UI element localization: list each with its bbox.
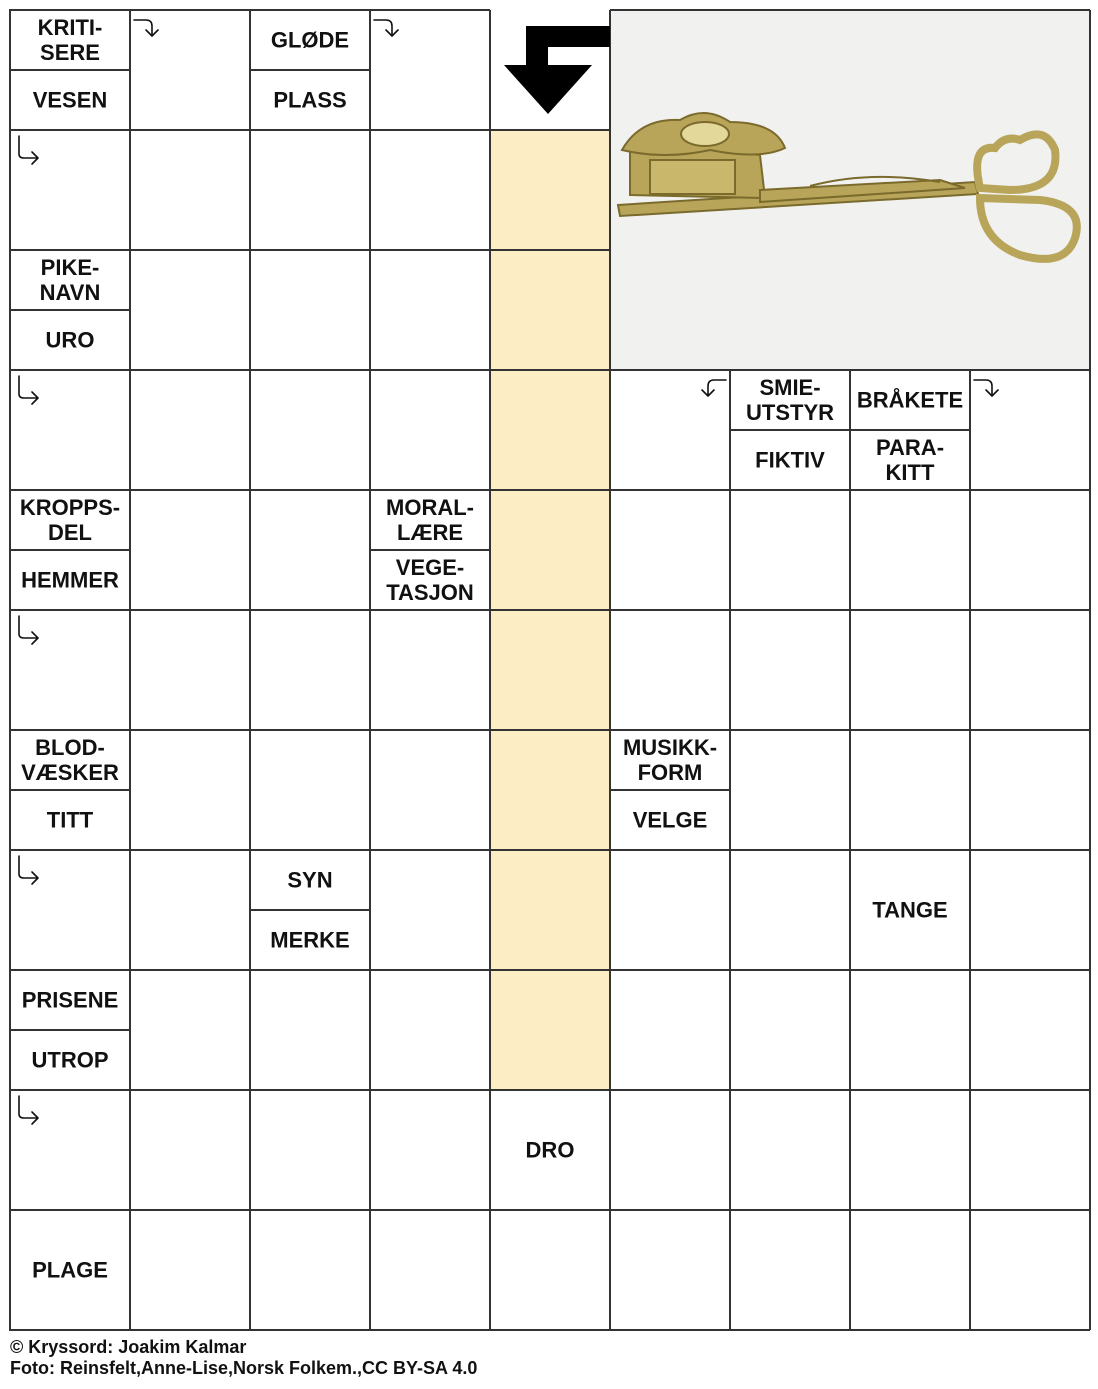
clue-text: DEL [48, 520, 92, 545]
clue-text: MUSIKK- [622, 735, 718, 760]
clue-text: MERKE [270, 927, 350, 953]
answer-cell[interactable] [250, 250, 370, 370]
answer-cell[interactable] [730, 490, 850, 610]
clue-parakitt [850, 430, 970, 490]
answer-cell[interactable] [370, 730, 490, 850]
answer-cell[interactable] [610, 490, 730, 610]
credit-photo: Foto: Reinsfelt,Anne-Lise,Norsk Folkem.,CC BY-SA 4.0 [10, 1358, 478, 1378]
clue-text: BLOD- [35, 735, 105, 760]
answer-cell[interactable] [130, 10, 250, 130]
answer-cell[interactable] [970, 850, 1090, 970]
answer-cell[interactable] [850, 610, 970, 730]
answer-cell[interactable] [970, 1210, 1090, 1330]
answer-cell[interactable] [370, 850, 490, 970]
clue-text: PRISENE [21, 987, 119, 1013]
answer-cell[interactable] [730, 970, 850, 1090]
answer-cell[interactable] [10, 850, 130, 970]
clue-text: VESEN [32, 87, 108, 113]
solution-cell[interactable] [490, 610, 610, 730]
answer-cell[interactable] [250, 1210, 370, 1330]
clue-text: UTROP [31, 1047, 109, 1073]
solution-cell[interactable] [490, 250, 610, 370]
clue-text: PLAGE [32, 1257, 108, 1283]
clue-text: TANGE [872, 897, 948, 923]
clue-dro [490, 1090, 610, 1210]
clue-text: PIKE- [40, 255, 100, 280]
solution-start-arrow-icon [504, 26, 610, 114]
clue-vegetasjon [370, 550, 490, 610]
clue-kritisere [10, 10, 130, 70]
clue-text: NAVN [39, 280, 101, 305]
answer-cell[interactable] [370, 130, 490, 250]
clue-brakete [850, 370, 970, 430]
clue-text: TASJON [386, 580, 474, 605]
answer-cell[interactable] [250, 610, 370, 730]
answer-cell[interactable] [250, 730, 370, 850]
clue-glode [250, 10, 370, 70]
clue-fiktiv [730, 430, 850, 490]
answer-cell[interactable] [130, 850, 250, 970]
answer-cell[interactable] [370, 610, 490, 730]
clue-text: SERE [40, 40, 100, 65]
clue-merke [250, 910, 370, 970]
answer-cell[interactable] [730, 610, 850, 730]
answer-cell[interactable] [970, 730, 1090, 850]
solution-cell[interactable] [490, 490, 610, 610]
clue-tange [850, 850, 970, 970]
clue-text: VÆSKER [21, 760, 119, 785]
answer-cell[interactable] [370, 250, 490, 370]
clue-text: SMIE- [759, 375, 821, 400]
answer-cell[interactable] [850, 490, 970, 610]
clue-prisene [10, 970, 130, 1030]
answer-cell[interactable] [130, 130, 250, 250]
clue-text: MORAL- [386, 495, 474, 520]
answer-cell[interactable] [10, 1090, 130, 1210]
answer-cell[interactable] [850, 1090, 970, 1210]
clue-hemmer [10, 550, 130, 610]
clue-text: KRITI- [37, 15, 103, 40]
credits [10, 1337, 477, 1379]
clue-text: GLØDE [270, 27, 350, 53]
solution-cell[interactable] [490, 970, 610, 1090]
credit-crossword: © Kryssord: Joakim Kalmar [10, 1337, 247, 1357]
answer-cell[interactable] [10, 370, 130, 490]
answer-cell[interactable] [370, 1210, 490, 1330]
solution-cell[interactable] [490, 730, 610, 850]
clue-text: VEGE- [395, 555, 465, 580]
clue-moralaere [370, 490, 490, 550]
clue-syn [250, 850, 370, 910]
answer-cell[interactable] [850, 730, 970, 850]
answer-cell[interactable] [610, 370, 730, 490]
answer-cell[interactable] [130, 250, 250, 370]
answer-cell[interactable] [490, 1210, 610, 1330]
answer-cell[interactable] [250, 490, 370, 610]
answer-cell[interactable] [970, 490, 1090, 610]
answer-cell[interactable] [130, 490, 250, 610]
answer-cell[interactable] [10, 130, 130, 250]
clue-velge [610, 790, 730, 850]
answer-cell[interactable] [610, 1210, 730, 1330]
answer-cell[interactable] [130, 370, 250, 490]
answer-cell[interactable] [250, 1090, 370, 1210]
answer-cell[interactable] [730, 850, 850, 970]
answer-cell[interactable] [970, 970, 1090, 1090]
clue-plass [250, 70, 370, 130]
answer-cell[interactable] [370, 10, 490, 130]
clue-blodvasker [10, 730, 130, 790]
clue-text: SYN [287, 867, 333, 893]
answer-cell[interactable] [730, 1210, 850, 1330]
answer-cell[interactable] [730, 1090, 850, 1210]
clue-vesen [10, 70, 130, 130]
clue-text: URO [45, 327, 95, 353]
answer-cell[interactable] [370, 370, 490, 490]
answer-cell[interactable] [610, 850, 730, 970]
answer-cell[interactable] [370, 970, 490, 1090]
answer-cell[interactable] [10, 610, 130, 730]
photo-area [610, 10, 1090, 370]
clue-text: HEMMER [21, 567, 119, 593]
answer-cell[interactable] [610, 970, 730, 1090]
clue-utrop [10, 1030, 130, 1090]
solution-cell[interactable] [490, 370, 610, 490]
clue-text: KITT [885, 460, 935, 485]
answer-cell[interactable] [610, 1090, 730, 1210]
clue-text: FORM [637, 760, 703, 785]
answer-cell[interactable] [730, 730, 850, 850]
clue-uro [10, 310, 130, 370]
answer-cell[interactable] [610, 610, 730, 730]
clue-musikkform [610, 730, 730, 790]
answer-cell[interactable] [850, 1210, 970, 1330]
answer-cell[interactable] [130, 610, 250, 730]
clue-pikenavn [10, 250, 130, 310]
solution-cell[interactable] [490, 130, 610, 250]
answer-cell[interactable] [250, 970, 370, 1090]
answer-cell[interactable] [250, 370, 370, 490]
answer-cell[interactable] [130, 730, 250, 850]
clue-text: KROPPS- [19, 495, 121, 520]
clue-text: UTSTYR [746, 400, 834, 425]
solution-cell[interactable] [490, 850, 610, 970]
clue-text: FIKTIV [755, 447, 825, 473]
answer-cell[interactable] [250, 130, 370, 250]
clue-text: VELGE [632, 807, 708, 833]
answer-cell[interactable] [970, 610, 1090, 730]
answer-cell[interactable] [970, 370, 1090, 490]
clue-kroppsdel [10, 490, 130, 550]
answer-cell[interactable] [850, 970, 970, 1090]
answer-cell[interactable] [130, 970, 250, 1090]
answer-cell[interactable] [130, 1090, 250, 1210]
clue-text: BRÅKETE [856, 387, 964, 413]
clue-text: PARA- [875, 435, 945, 460]
clue-plage [10, 1210, 130, 1330]
answer-cell[interactable] [370, 1090, 490, 1210]
clue-titt [10, 790, 130, 850]
answer-cell[interactable] [970, 1090, 1090, 1210]
clue-text: DRO [525, 1137, 575, 1163]
answer-cell[interactable] [130, 1210, 250, 1330]
start-arrow-shape [504, 26, 610, 114]
clue-text: TITT [46, 807, 94, 833]
clue-text: LÆRE [397, 520, 463, 545]
clue-text: PLASS [273, 87, 347, 113]
clue-smieutstyr [730, 370, 850, 430]
